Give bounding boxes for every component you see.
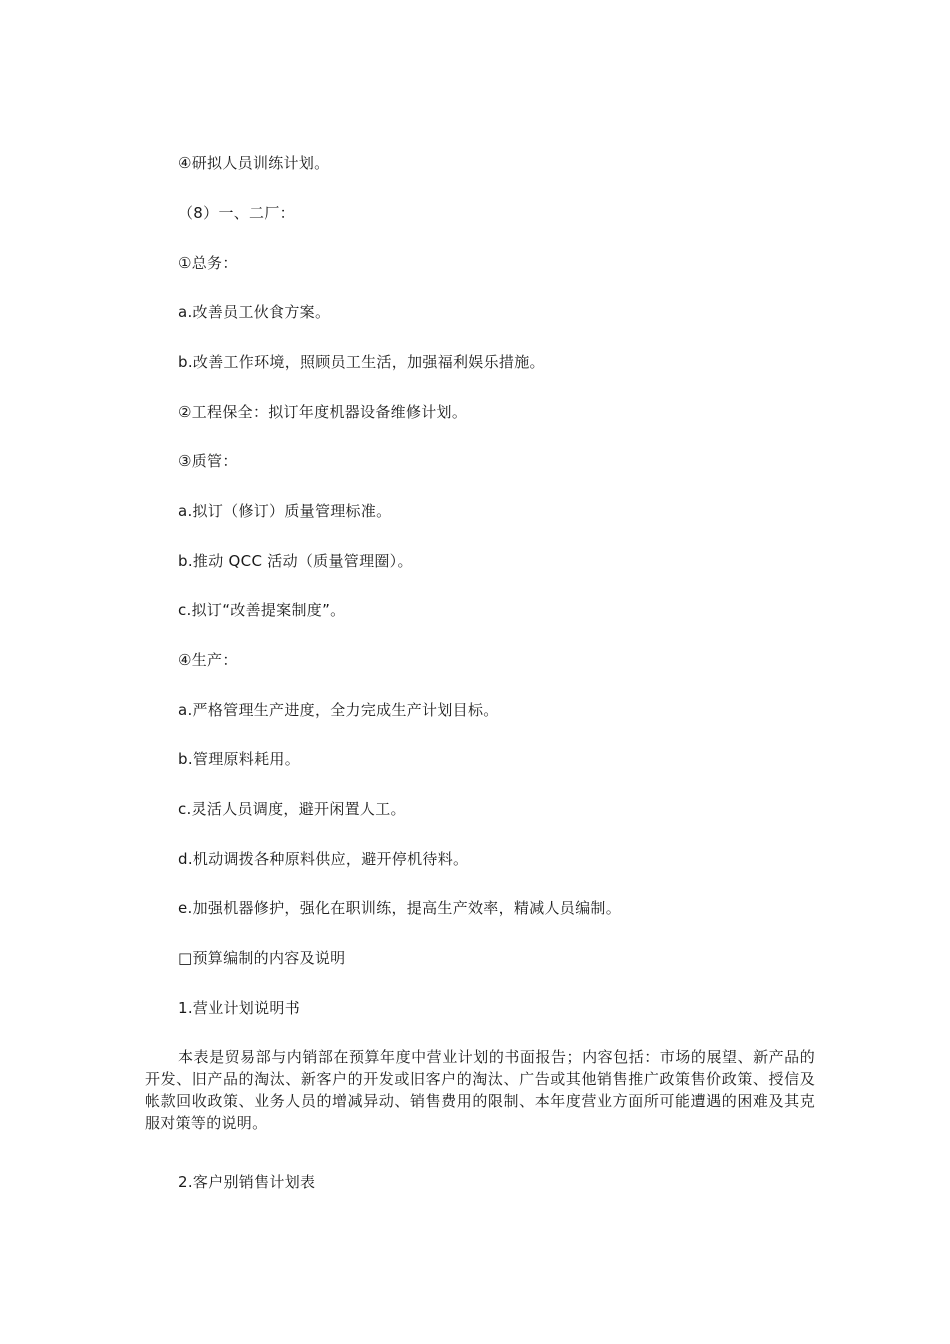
text-line: （8）一、二厂： [178,204,295,222]
text-line: ④研拟人员训练计划。 [178,154,330,172]
text-line: a.改善员工伙食方案。 [178,303,331,321]
text-line: ②工程保全：拟订年度机器设备维修计划。 [178,403,468,421]
subsection-heading: 1.营业计划说明书 [178,999,301,1017]
text-line: b.管理原料耗用。 [178,750,300,768]
text-line: a.拟订（修订）质量管理标准。 [178,502,392,520]
text-line: ③质管： [178,452,238,470]
subsection-heading: 2.客户别销售计划表 [178,1173,316,1191]
text-line: c.拟订“改善提案制度”。 [178,601,346,619]
text-line: b.改善工作环境，照顾员工生活，加强福利娱乐措施。 [178,353,545,371]
text-line: e.加强机器修护，强化在职训练，提高生产效率，精减人员编制。 [178,899,621,917]
text-line: ④生产： [178,651,238,669]
text-line: c.灵活人员调度，避开闲置人工。 [178,800,406,818]
text-line: b.推动 QCC 活动（质量管理圈）。 [178,552,413,570]
text-line: a.严格管理生产进度，全力完成生产计划目标。 [178,701,499,719]
section-heading: □预算编制的内容及说明 [178,949,346,967]
text-line: ①总务： [178,254,238,272]
body-paragraph: 本表是贸易部与内销部在预算年度中营业计划的书面报告；内容包括：市场的展望、新产品的开发、旧产品的淘汰、新客户的开发或旧客户的淘汰、广告或其他销售推广政策售价政策、授信及帐款回收政策、业务人员的增减异动、销售费用的限制、本年度营业方面所可能遭遇的困难及其克服对策等的说明。 [145,1048,815,1132]
text-line: d.机动调拨各种原料供应，避开停机待料。 [178,850,469,868]
